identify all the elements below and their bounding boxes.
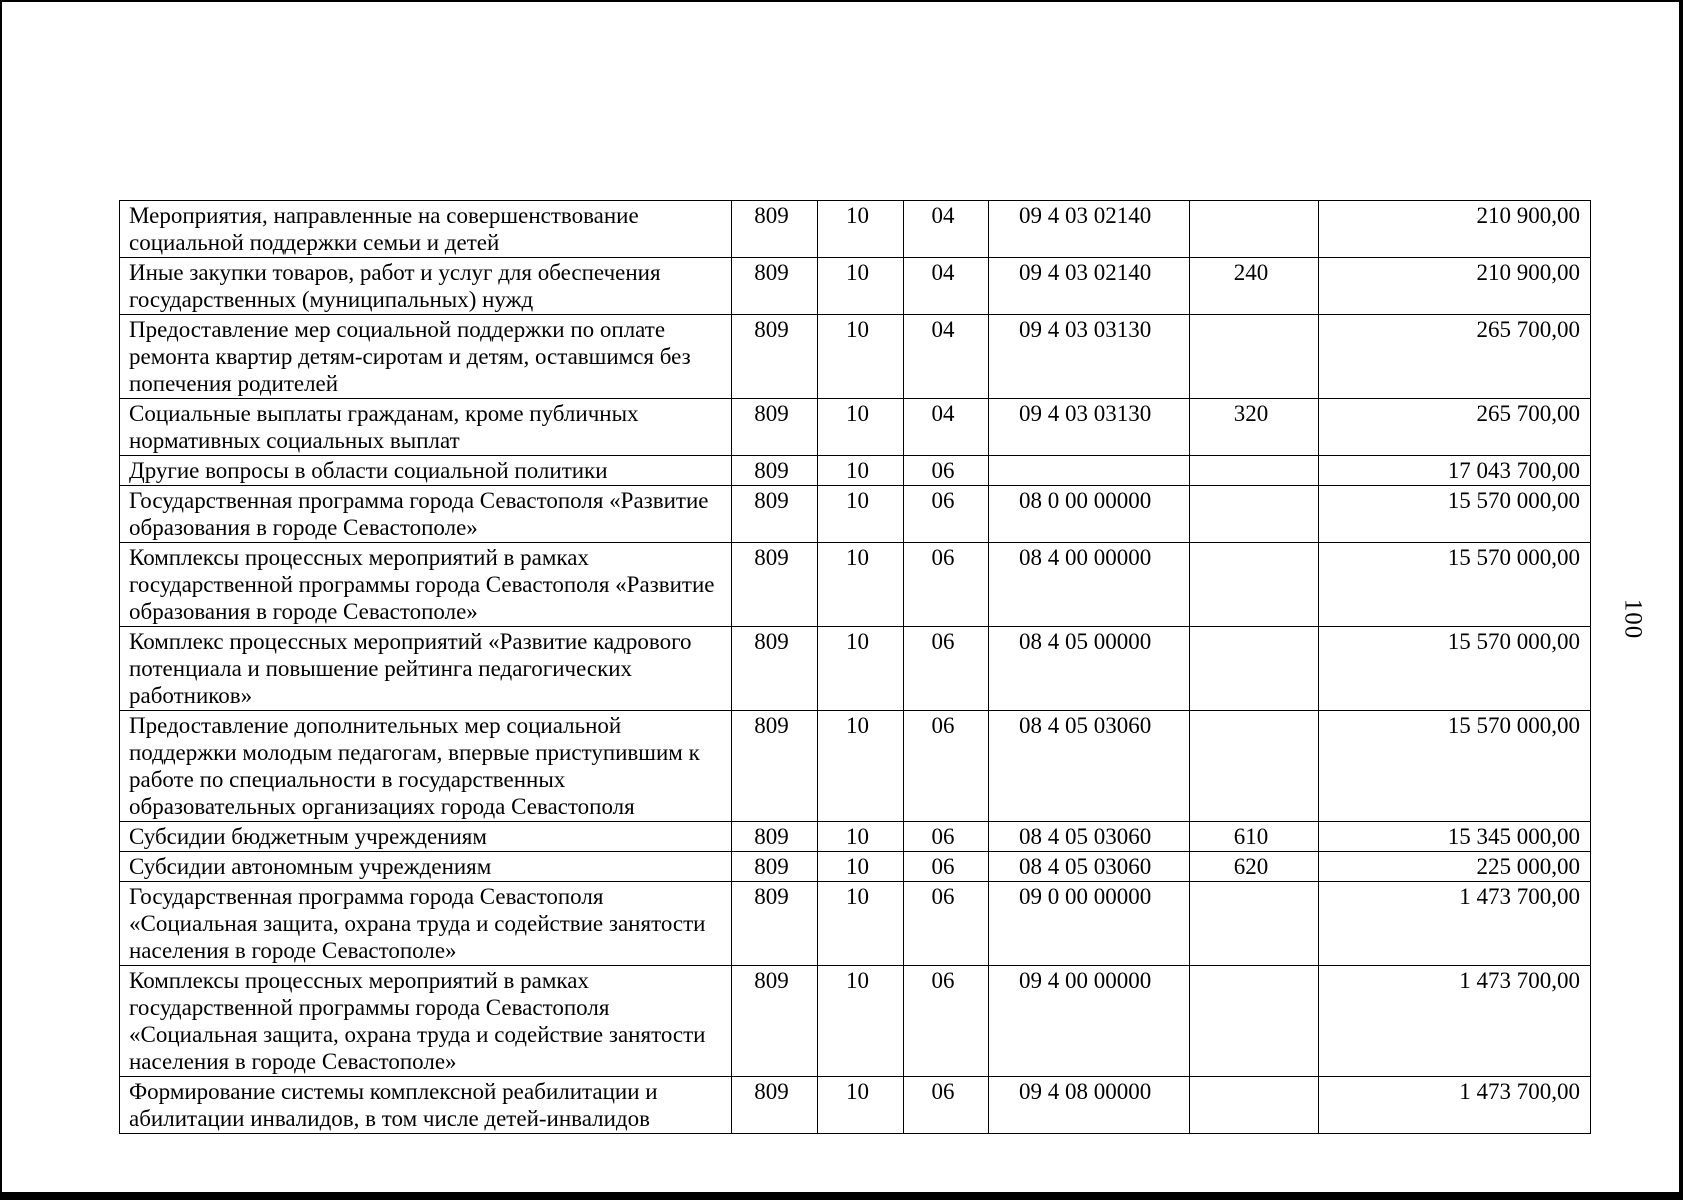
row-ministry: 809: [732, 258, 818, 315]
row-target: 09 0 00 00000: [989, 882, 1190, 966]
row-amount: 225 000,00: [1319, 852, 1591, 882]
row-amount: 1 473 700,00: [1319, 1077, 1591, 1134]
row-subsection: 04: [904, 315, 989, 399]
row-target: 09 4 03 02140: [989, 258, 1190, 315]
row-name: Другие вопросы в области социальной политики: [120, 456, 732, 486]
scan-border-top: [0, 0, 1683, 2]
row-subsection: 06: [904, 543, 989, 627]
row-name: Комплекс процессных мероприятий «Развитие кадрового потенциала и повышение рейтинга педагогических работников»: [120, 627, 732, 711]
row-expense-type: [1190, 711, 1319, 822]
row-expense-type: 620: [1190, 852, 1319, 882]
row-section: 10: [818, 486, 904, 543]
table-row: [120, 822, 1591, 852]
row-target: 09 4 03 03130: [989, 315, 1190, 399]
row-name: Иные закупки товаров, работ и услуг для обеспечения государственных (муниципальных) нужд: [120, 258, 732, 315]
row-name: Формирование системы комплексной реабилитации и абилитации инвалидов, в том числе детей-инвалидов: [120, 1077, 732, 1134]
row-subsection: 06: [904, 966, 989, 1077]
row-amount: 15 570 000,00: [1319, 543, 1591, 627]
row-target: [989, 456, 1190, 486]
row-amount: 15 570 000,00: [1319, 711, 1591, 822]
row-expense-type: [1190, 456, 1319, 486]
row-ministry: 809: [732, 852, 818, 882]
table-row: [120, 627, 1591, 711]
row-expense-type: 240: [1190, 258, 1319, 315]
row-expense-type: [1190, 627, 1319, 711]
table-row: [120, 486, 1591, 543]
row-amount: 15 345 000,00: [1319, 822, 1591, 852]
table-row: [120, 543, 1591, 627]
row-name: Комплексы процессных мероприятий в рамках государственной программы города Севастополя «Развитие образования в городе Севастополе»: [120, 543, 732, 627]
row-ministry: 809: [732, 486, 818, 543]
row-name: Комплексы процессных мероприятий в рамках государственной программы города Севастополя «Социальная защита, охрана труда и содействие занятости населения в городе Севастополе»: [120, 966, 732, 1077]
row-section: 10: [818, 456, 904, 486]
row-expense-type: [1190, 201, 1319, 258]
row-section: 10: [818, 1077, 904, 1134]
row-ministry: 809: [732, 456, 818, 486]
row-section: 10: [818, 627, 904, 711]
row-target: 09 4 00 00000: [989, 966, 1190, 1077]
row-subsection: 04: [904, 201, 989, 258]
row-subsection: 06: [904, 456, 989, 486]
row-target: 08 4 05 03060: [989, 852, 1190, 882]
page-number: 100: [1619, 598, 1647, 640]
row-target: 08 4 05 00000: [989, 627, 1190, 711]
table-row: [120, 399, 1591, 456]
row-expense-type: 610: [1190, 822, 1319, 852]
row-amount: 265 700,00: [1319, 399, 1591, 456]
row-amount: 15 570 000,00: [1319, 627, 1591, 711]
row-ministry: 809: [732, 822, 818, 852]
row-section: 10: [818, 315, 904, 399]
row-section: 10: [818, 966, 904, 1077]
row-target: 08 4 05 03060: [989, 822, 1190, 852]
row-subsection: 06: [904, 711, 989, 822]
row-section: 10: [818, 258, 904, 315]
row-amount: 17 043 700,00: [1319, 456, 1591, 486]
row-target: 09 4 03 02140: [989, 201, 1190, 258]
row-ministry: 809: [732, 882, 818, 966]
row-expense-type: [1190, 966, 1319, 1077]
row-amount: 1 473 700,00: [1319, 882, 1591, 966]
row-expense-type: [1190, 486, 1319, 543]
scan-border-left: [0, 0, 2, 1200]
table-row: [120, 201, 1591, 258]
row-name: Социальные выплаты гражданам, кроме публичных нормативных социальных выплат: [120, 399, 732, 456]
table-row: [120, 315, 1591, 399]
row-name: Предоставление дополнительных мер социальной поддержки молодым педагогам, впервые приступившим к работе по специальности в государственных образовательных организациях города Севастополя: [120, 711, 732, 822]
table-row: [120, 852, 1591, 882]
row-target: 08 0 00 00000: [989, 486, 1190, 543]
row-amount: 210 900,00: [1319, 258, 1591, 315]
row-name: Государственная программа города Севастополя «Развитие образования в городе Севастополе»: [120, 486, 732, 543]
row-ministry: 809: [732, 315, 818, 399]
row-subsection: 06: [904, 486, 989, 543]
row-subsection: 06: [904, 822, 989, 852]
row-ministry: 809: [732, 201, 818, 258]
table-row: [120, 258, 1591, 315]
row-name: Мероприятия, направленные на совершенствование социальной поддержки семьи и детей: [120, 201, 732, 258]
row-ministry: 809: [732, 399, 818, 456]
table-row: [120, 966, 1591, 1077]
table-row: [120, 1077, 1591, 1134]
budget-table: [119, 200, 1591, 1134]
scan-border-right: [1679, 0, 1683, 1200]
row-target: 08 4 05 03060: [989, 711, 1190, 822]
row-subsection: 04: [904, 258, 989, 315]
row-expense-type: [1190, 543, 1319, 627]
row-subsection: 06: [904, 627, 989, 711]
row-section: 10: [818, 882, 904, 966]
row-name: Субсидии автономным учреждениям: [120, 852, 732, 882]
row-expense-type: [1190, 1077, 1319, 1134]
row-name: Субсидии бюджетным учреждениям: [120, 822, 732, 852]
row-target: 09 4 08 00000: [989, 1077, 1190, 1134]
row-ministry: 809: [732, 627, 818, 711]
row-name: Государственная программа города Севастополя «Социальная защита, охрана труда и содействие занятости населения в городе Севастополе»: [120, 882, 732, 966]
row-amount: 210 900,00: [1319, 201, 1591, 258]
row-subsection: 06: [904, 852, 989, 882]
row-ministry: 809: [732, 966, 818, 1077]
row-section: 10: [818, 201, 904, 258]
table-row: [120, 711, 1591, 822]
row-ministry: 809: [732, 543, 818, 627]
row-section: 10: [818, 399, 904, 456]
row-expense-type: 320: [1190, 399, 1319, 456]
row-ministry: 809: [732, 1077, 818, 1134]
table-row: [120, 456, 1591, 486]
row-subsection: 06: [904, 1077, 989, 1134]
row-section: 10: [818, 711, 904, 822]
row-ministry: 809: [732, 711, 818, 822]
row-expense-type: [1190, 315, 1319, 399]
row-section: 10: [818, 822, 904, 852]
row-expense-type: [1190, 882, 1319, 966]
scan-border-bottom: [0, 1192, 1683, 1200]
row-subsection: 04: [904, 399, 989, 456]
row-section: 10: [818, 543, 904, 627]
row-section: 10: [818, 852, 904, 882]
row-amount: 265 700,00: [1319, 315, 1591, 399]
table-row: [120, 882, 1591, 966]
row-target: 08 4 00 00000: [989, 543, 1190, 627]
row-amount: 15 570 000,00: [1319, 486, 1591, 543]
row-amount: 1 473 700,00: [1319, 966, 1591, 1077]
row-subsection: 06: [904, 882, 989, 966]
row-name: Предоставление мер социальной поддержки по оплате ремонта квартир детям-сиротам и детям, оставшимся без попечения родителей: [120, 315, 732, 399]
row-target: 09 4 03 03130: [989, 399, 1190, 456]
